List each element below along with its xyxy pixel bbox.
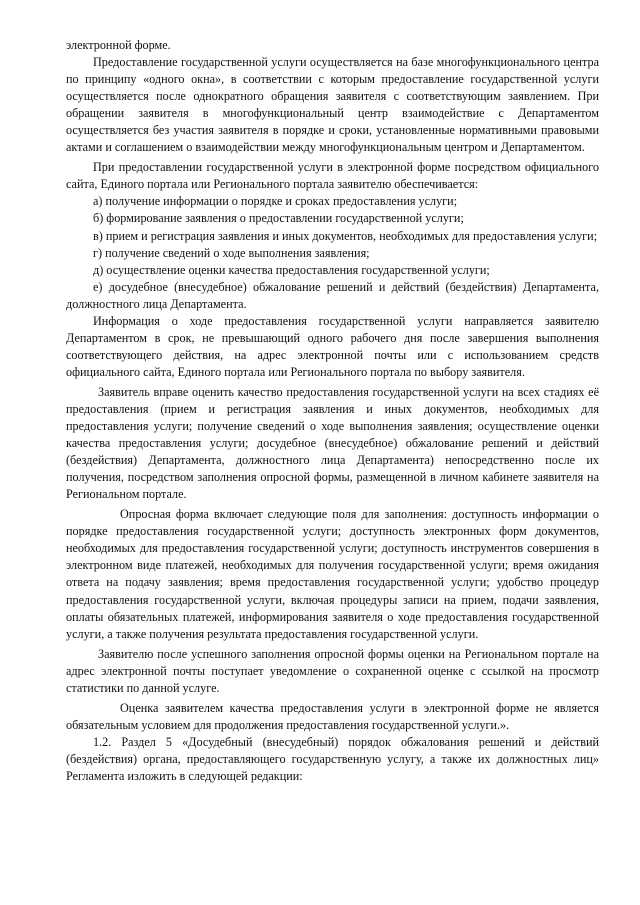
paragraph-notification: Заявителю после успешного заполнения опросной формы оценки на Региональном портале на адрес электронной почты поступает уведомление о сохраненной оценке с ссылкой на просмотр статистики по данной услуге. xyxy=(66,646,599,695)
list-item-e: е) досудебное (внесудебное) обжалование решений и действий (бездействия) Департамента, должностного лица Департамента. xyxy=(66,279,599,311)
paragraph-section-1-2: 1.2. Раздел 5 «Досудебный (внесудебный) порядок обжалования решений и действий (бездействия) органа, предоставляющего государственную услугу, а также их должностных лиц» Регламента изложить в следующей редакции: xyxy=(66,734,599,783)
paragraph-progress-info: Информация о ходе предоставления государственной услуги направляется заявителю Департаментом в срок, не превышающий одного рабочего дня после завершения выполнения соответствующего действия, на адрес электронной почты или с использованием средств официального сайта, Единого портала или Регионального портала по выбору заявителя. xyxy=(66,313,599,379)
paragraph-quality-evaluation: Заявитель вправе оценить качество предоставления государственной услуги на всех стадиях её предоставления (прием и регистрация заявления и иных документов, необходимых для предоставления услуги; получение сведений о ходе выполнения заявления; осуществление оценки качества предоставления услуги; досудебное (внесудебное) обжалование решений и действий (бездействия) Департамента, должностного лица Департамента) непосредственно после их получения, посредством заполнения опросной формы, размещенной в личном кабинете заявителя на Региональном портале. xyxy=(66,384,599,502)
document-page xyxy=(66,37,599,785)
list-item-d: д) осуществление оценки качества предоставления государственной услуги; xyxy=(93,262,490,277)
paragraph-optional-evaluation: Оценка заявителем качества предоставления услуги в электронной форме не является обязательным условием для продолжения предоставления государственной услуги.». xyxy=(66,700,599,732)
paragraph-survey-form: Опросная форма включает следующие поля для заполнения: доступность информации о порядке предоставления государственной услуги; доступность электронных форм документов, необходимых для предоставления государственной услуги; доступность инструментов совершения в электронном виде платежей, необходимых для получения государственной услуги; время ожидания ответа на подачу заявления; время предоставления государственной услуги; удобство процедур предоставления государственной услуги, включая процедуры записи на прием, подачи заявления, оплаты обязательных платежей, информирования заявителя о ходе предоставления государственной услуги, а также получения результата предоставления государственной услуги. xyxy=(66,507,599,641)
paragraph-continuation: электронной форме. xyxy=(66,38,171,52)
list-item-a: а) получение информации о порядке и сроках предоставления услуги; xyxy=(93,194,458,209)
list-item-g: г) получение сведений о ходе выполнения заявления; xyxy=(93,245,370,260)
list-item-b: б) формирование заявления о предоставлении государственной услуги; xyxy=(93,211,464,226)
list-item-v: в) прием и регистрация заявления и иных документов, необходимых для предоставления услуги; xyxy=(93,228,598,243)
paragraph-electronic-form: При предоставлении государственной услуги в электронной форме посредством официального сайта, Единого портала или Регионального портала заявителю обеспечивается: xyxy=(66,160,599,192)
paragraph-mfc: Предоставление государственной услуги осуществляется на базе многофункционального центра по принципу «одного окна», в соответствии с которым предоставление государственной услуги осуществляется после однократного обращения заявителя с соответствующим заявлением. При обращении заявителя в многофункциональный центр взаимодействие с Департаментом осуществляется без участия заявителя в порядке и сроки, установленные нормативными правовыми актами и соглашением о взаимодействии между многофункциональным центром и Департаментом. xyxy=(66,55,599,155)
